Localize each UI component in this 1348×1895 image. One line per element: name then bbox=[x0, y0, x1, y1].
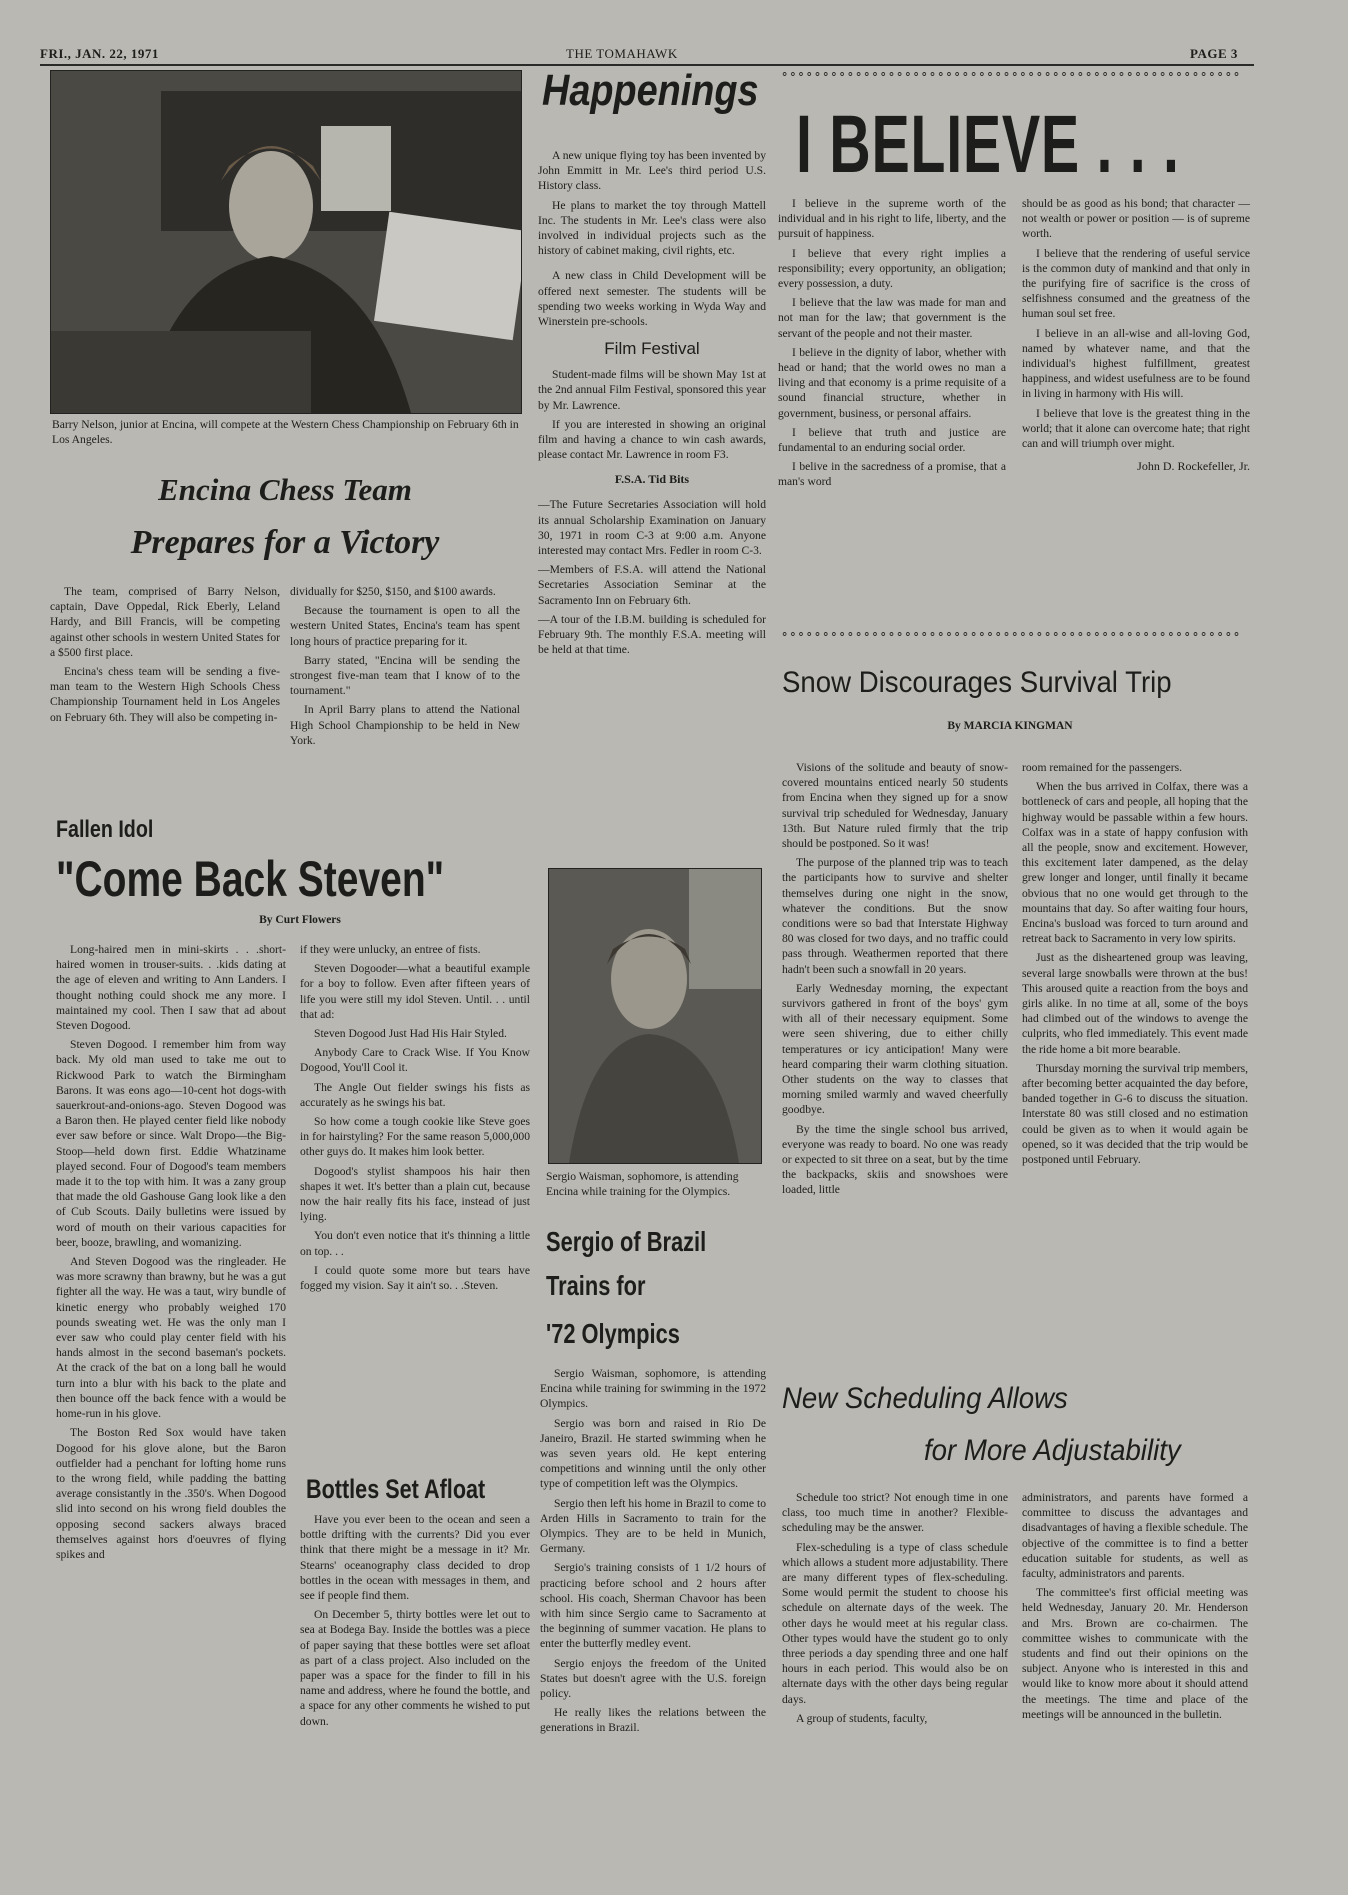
happenings-headline: Happenings bbox=[542, 66, 759, 115]
idol-paragraph: Long-haired men in mini-skirts . . .short-haired women in trouser-suits. . .kids dating at the age of eleven and writing to Ann Landers. I thought nothing could shock me any more. I maintained my cool. Then I saw that ad about Steven Dogood. bbox=[56, 943, 286, 1033]
bottles-paragraph: On December 5, thirty bottles were let out to sea at Bodega Bay. Inside the bottles was a piece of paper saying that these bottles were set afloat as part of a class project. Also included on the paper was a space for the finder to fill in his name and address, where he found the bottle, and a space for any other comments he wished to put down. bbox=[300, 1608, 530, 1728]
snow-headline: Snow Discourages Survival Trip bbox=[782, 666, 1172, 699]
chess-paragraph: Because the tournament is open to all the western United States, Encina's team has spent long hours of practice preparing for it. bbox=[290, 604, 520, 648]
film-paragraph: Student-made films will be shown May 1st at the 2nd annual Film Festival, sponsored this year by Mr. Lawrence. bbox=[538, 368, 766, 412]
sergio-headline-2: Trains for bbox=[546, 1270, 646, 1301]
idol-headline: "Come Back Steven" bbox=[56, 851, 445, 907]
snow-paragraph: Just as the disheartened group was leaving, several large snowballs were thrown at the bus! This aroused quite a reaction from the boys and girls alike. In no time at all, some of the boys had climbed out of the windows to avenge the culprits, who fled immediately. This event made the ride home a bit more bearable. bbox=[1022, 951, 1248, 1056]
chess-paragraph: In April Barry plans to attend the National High School Championship to be held in New York. bbox=[290, 703, 520, 747]
chess-photo-caption: Barry Nelson, junior at Encina, will compete at the Western Chess Championship on February 6th in Los Angeles. bbox=[52, 418, 519, 446]
sergio-paragraph: Sergio's training consists of 1 1/2 hours of practicing before school and 2 hours after school. His coach, Sherman Chavoor has been with him since Sergio came to Sacramento at the beginning of summer vacation. He plans to enter the butterfly medley event. bbox=[540, 1561, 766, 1651]
happenings-paragraph: He plans to market the toy through Mattell Inc. The students in Mr. Lee's class were also involved in individual projects such as the history of cabinet making, civil rights, etc. bbox=[538, 198, 766, 258]
believe-paragraph: I belive in the sacredness of a promise, that a man's word bbox=[778, 460, 1006, 489]
bottles-story bbox=[300, 1512, 530, 1733]
sergio-paragraph: Sergio enjoys the freedom of the United States but doesn't agree with the U.S. foreign policy. bbox=[540, 1656, 766, 1701]
issue-date: FRI., JAN. 22, 1971 bbox=[40, 46, 159, 61]
believe-col-a bbox=[778, 196, 1006, 494]
chess-headline-1: Encina Chess Team bbox=[158, 472, 412, 507]
snow-paragraph: When the bus arrived in Colfax, there was a bottleneck of cars and people, all hoping that the highway would be passable within a few hours. Colfax was in a state of happy confusion with all the people, snow and excitement. However, this excitement later dampened, as the delay grew longer and longer, until finally it became obvious that no one would get through to the mountains that day. So after waiting four hours, Encina's busload was forced to turn around and retreat back to Sacramento in very low spirits. bbox=[1022, 780, 1248, 946]
idol-paragraph: The Boston Red Sox would have taken Dogood for his glove alone, but the Baron outfielder had a penchant for lofting home runs to the wrong field, while padding the batting average consistantly in the .350's. When Dogood slid into second on his wrong field doubles the opposing second sackers always braced themselves against hors d'oeuvres of flying spikes and bbox=[56, 1426, 286, 1561]
chess-headline-2: Prepares for a Victory bbox=[130, 524, 440, 561]
snow-byline: By MARCIA KINGMAN bbox=[947, 720, 1073, 732]
sergio-headline-3: '72 Olympics bbox=[546, 1318, 680, 1349]
snow-paragraph: Visions of the solitude and beauty of snow-covered mountains enticed nearly 50 students from Encina when they signed up for a snow survival trip scheduled for Wednesday, January 13th. But Nature ruled firmly that the trip should be postponed. So it was! bbox=[782, 761, 1008, 851]
idol-paragraph: Steven Dogood. I remember him from way back. My old man used to take me out to Rickwood Park to watch the Birmingham Barons. It was eons ago—10-cent hot dogs-with sauerkrout-and-onions-ago. Steven Dogood was a Baron then. He played center field like nobody ever saw before or since. Walt Dropo—the Big-Stoop—held down first. Eddie Whatziname played second. Four of Dogood's team members made it to the top with him. It was a zany group that made the old Gashouse Gang look like a den of Cub Scouts. Daily bulletins were issued by word of mouth on their various capacities for beer, booze, brawling, and womanizing. bbox=[56, 1038, 286, 1249]
chess-paragraph: Barry stated, "Encina will be sending the strongest five-man team that I know of to the tournament." bbox=[290, 653, 520, 698]
sergio-paragraph: He really likes the relations between the generations in Brazil. bbox=[540, 1706, 766, 1735]
fsa-item: —Members of F.S.A. will attend the National Secretaries Association Seminar at the Sacramento Inn on February 6th. bbox=[538, 563, 766, 607]
snow-col-a bbox=[782, 760, 1008, 1202]
sergio-paragraph: Sergio Waisman, sophomore, is attending Encina while training for swimming in the 1972 Olympics. bbox=[540, 1367, 766, 1411]
chess-story-col-b bbox=[290, 584, 520, 752]
snow-paragraph: The purpose of the planned trip was to teach the participants how to survive and shelter themselves during one night in the snow, whatever the conditions. But the snow conditions were so bad that Interstate Highway 80 was closed for two days, and no traffic could pass through. Weathermen reported that there hadn't been such a snowfall in 20 years. bbox=[782, 856, 1008, 976]
chess-story-col-a bbox=[50, 584, 280, 729]
bottles-paragraph: Have you ever been to the ocean and seen a bottle drifting with the currents? Did you ever think that there might be a message in it? Mr. Stearns' oceanography class decided to drop bottles in the ocean with messages in them, and see if people find them. bbox=[300, 1513, 530, 1603]
fsa-heading: F.S.A. Tid Bits bbox=[614, 472, 690, 487]
sergio-paragraph: Sergio then left his home in Brazil to come to Arden Hills in Sacramento to train for the Olympics. They are to be held in Munich, Germany. bbox=[540, 1496, 766, 1556]
chess-paragraph: The team, comprised of Barry Nelson, captain, Dave Oppedal, Rick Eberly, Leland Hardy, and Bill Francis, will be competing against other schools in western United States for a $500 first place. bbox=[50, 585, 280, 659]
believe-col-b bbox=[1022, 196, 1250, 474]
believe-bottom-border: ⚬⚬⚬⚬⚬⚬⚬⚬⚬⚬⚬⚬⚬⚬⚬⚬⚬⚬⚬⚬⚬⚬⚬⚬⚬⚬⚬⚬⚬⚬⚬⚬⚬⚬⚬⚬⚬⚬⚬⚬⚬⚬⚬⚬⚬⚬⚬⚬⚬⚬⚬⚬⚬⚬⚬⚬ bbox=[780, 628, 1241, 641]
sergio-paragraph: Sergio was born and raised in Rio De Janeiro, Brazil. He started swimming when he was seven years old. He kept entering competitions and winning until the only other type of competition left was the Olympics. bbox=[540, 1416, 766, 1491]
scheduling-paragraph: A group of students, faculty, bbox=[796, 1711, 928, 1725]
snow-paragraph: room remained for the passengers. bbox=[1022, 761, 1183, 774]
snow-paragraph: Thursday morning the survival trip members, after becoming better acquainted the day before, banded together in G-6 to discuss the situation. Interstate 80 was still closed and no estimation could be given as to when it would again be opened, so it was decided that the trip would be postponed until February. bbox=[1022, 1061, 1248, 1167]
sergio-photo-caption: Sergio Waisman, sophomore, is attending Encina while training for the Olympics. bbox=[546, 1170, 739, 1198]
fsa-item: —A tour of the I.B.M. building is scheduled for February 9th. The monthly F.S.A. meeting will be held at that time. bbox=[538, 612, 766, 657]
snow-paragraph: By the time the single school bus arrived, everyone was ready to board. No one was ready or expected to sit three on a seat, but by the time the backpacks, skiis and snowshoes were loaded, little bbox=[782, 1122, 1008, 1197]
idol-story-col-a bbox=[56, 942, 286, 1566]
idol-paragraph: Steven Dogood Just Had His Hair Styled. bbox=[314, 1027, 507, 1041]
idol-kicker: Fallen Idol bbox=[56, 816, 154, 843]
idol-paragraph: And Steven Dogood was the ringleader. He was more scrawny than brawny, but he was a gut fighter all the way. He was a taut, wiry bundle of kinetic energy who probably weighed 170 pounds sweating wet. He was the only man I ever saw who could play center field with his hands almost in the second baseman's pockets. At the crack of the bat on a long ball he would turn into a blur with his back to the plate and then bounce off the back fence with a would be home-run in his glove. bbox=[56, 1255, 286, 1421]
sergio-story bbox=[540, 1366, 766, 1740]
believe-paragraph: I believe that truth and justice are fundamental to an enduring social order. bbox=[778, 425, 1006, 455]
chess-paragraph: Encina's chess team will be sending a five-man team to the Western High Schools Chess Championship Tournament held in Los Angeles on February 6th. They will also be competing in- bbox=[50, 665, 280, 724]
idol-paragraph: Dogood's stylist shampoos his hair then shapes it wet. It's better than a plain cut, because now the hair really fits his face, instead of just lying. bbox=[300, 1164, 530, 1224]
happenings-paragraph: A new unique flying toy has been invented by John Emmitt in Mr. Lee's third period U.S. History class. bbox=[538, 149, 766, 193]
snow-col-b bbox=[1022, 760, 1248, 1171]
idol-paragraph: if they were unlucky, an entree of fists. bbox=[300, 943, 481, 956]
sergio-photo bbox=[548, 868, 762, 1164]
fsa-item: —The Future Secretaries Association will hold its annual Scholarship Examination on January 30, 1971 in room C-3 at 9:00 a.m. Anyone interested may contact Mrs. Fedler in room C-3. bbox=[538, 498, 766, 558]
believe-top-border: ⚬⚬⚬⚬⚬⚬⚬⚬⚬⚬⚬⚬⚬⚬⚬⚬⚬⚬⚬⚬⚬⚬⚬⚬⚬⚬⚬⚬⚬⚬⚬⚬⚬⚬⚬⚬⚬⚬⚬⚬⚬⚬⚬⚬⚬⚬⚬⚬⚬⚬⚬⚬⚬⚬⚬⚬ bbox=[780, 68, 1241, 81]
believe-paragraph: I believe in the supreme worth of the individual and in his right to life, liberty, and the pursuit of happiness. bbox=[778, 197, 1006, 241]
idol-paragraph: Steven Dogooder—what a beautiful example for a boy to follow. Even after fifteen years of life you were still my idol Steven. Until. . . until that ad: bbox=[300, 962, 530, 1021]
scheduling-paragraph: The committee's first official meeting was held Wednesday, January 20. Mr. Henderson and Mrs. Brown are co-chairmen. The committee wishes to communicate with the students and find out their opinions on the subject. Anyone who is interested in this and would like to know more about it should attend the meetings. The time and place of the meetings will be announced in the bulletin. bbox=[1022, 1586, 1248, 1721]
happenings-paragraph: A new class in Child Development will be offered next semester. The students will be spending two weeks working in Wyda Way and Winerstein pre-schools. bbox=[538, 269, 766, 329]
idol-paragraph: The Angle Out fielder swings his fists as accurately as he swings his bat. bbox=[300, 1080, 530, 1109]
believe-paragraph: I believe in the dignity of labor, whether with head or hand; that the world owes no man a living and that economy is a prime requisite of a sound financial structure, whether in government, business, or personal affairs. bbox=[778, 345, 1006, 420]
idol-paragraph: Anybody Care to Crack Wise. If You Know Dogood, You'll Cool it. bbox=[300, 1046, 530, 1075]
page-number: PAGE 3 bbox=[1190, 46, 1238, 61]
chess-photo-illustration bbox=[51, 71, 521, 413]
sergio-photo-illustration bbox=[549, 869, 761, 1163]
scheduling-col-b bbox=[1022, 1490, 1248, 1726]
idol-paragraph: You don't even notice that it's thinning a little on top. . . bbox=[300, 1229, 530, 1258]
paper-name: THE TOMAHAWK bbox=[566, 46, 678, 61]
scheduling-paragraph: administrators, and parents have formed a committee to discuss the advantages and disadvantages of having a flexible schedule. The objective of the committee is to find a better education suitable for students, as well as faculty, administrators and parents. bbox=[1022, 1491, 1248, 1581]
believe-paragraph: I believe that love is the greatest thing in the world; that it alone can overcome hate; that right can and will triumph over might. bbox=[1022, 406, 1250, 451]
believe-paragraph: should be as good as his bond; that character — not wealth or power or position — is of supreme worth. bbox=[1022, 197, 1250, 241]
scheduling-headline-2: for More Adjustability bbox=[924, 1434, 1181, 1467]
idol-paragraph: So how come a tough cookie like Steve goes in for hairstyling? For the same reason 5,000,000 other guys do. It makes him look better. bbox=[300, 1115, 530, 1159]
idol-paragraph: I could quote some more but tears have fogged my vision. Say it ain't so. . .Steven. bbox=[300, 1263, 530, 1293]
film-festival-heading: Film Festival bbox=[604, 339, 700, 359]
happenings-story bbox=[538, 148, 766, 661]
scheduling-col-a bbox=[782, 1490, 1008, 1730]
chess-player-photo bbox=[50, 70, 522, 414]
chess-paragraph: dividually for $250, $150, and $100 awards. bbox=[290, 585, 496, 598]
believe-headline: I BELIEVE . . . bbox=[796, 99, 1180, 190]
scheduling-paragraph: Schedule too strict? Not enough time in one class, too much time in another? Flexible-scheduling may be the answer. bbox=[782, 1491, 1008, 1535]
idol-byline: By Curt Flowers bbox=[259, 914, 341, 926]
bottles-headline: Bottles Set Afloat bbox=[306, 1474, 486, 1504]
idol-story-col-b bbox=[300, 942, 530, 1297]
believe-paragraph: I believe that the rendering of useful service is the common duty of mankind and that only in the purifying fire of sacrifice is the cross of selfishness consumed and the greatness of the human soul set free. bbox=[1022, 246, 1250, 321]
believe-paragraph: I believe that every right implies a responsibility; every opportunity, an obligation; every possession, a duty. bbox=[778, 246, 1006, 291]
scheduling-headline-1: New Scheduling Allows bbox=[782, 1382, 1068, 1415]
snow-paragraph: Early Wednesday morning, the expectant survivors gathered in front of the boys' gym with all of their necessary equipment. Some were seen shivering, due to either chilly temperatures or icy anticipation! Many were heard comparing their warm clothing situation. Other students on the way to classes that morning smiled warmly and waved cheerfully goodbye. bbox=[782, 981, 1008, 1117]
film-paragraph: If you are interested in showing an original film and having a chance to win cash awards, please contact Mr. Lawrence in room F3. bbox=[538, 417, 766, 462]
believe-paragraph: I believe that the law was made for man and not man for the law; that government is the servant of the people and not their master. bbox=[778, 296, 1006, 340]
believe-paragraph: I believe in an all-wise and all-loving God, named by whatever name, and that the individual's highest fulfillment, greatest happiness, and widest usefulness are to be found in living in harmony with His will. bbox=[1022, 326, 1250, 401]
sergio-headline-1: Sergio of Brazil bbox=[546, 1226, 707, 1257]
scheduling-paragraph: Flex-scheduling is a type of class schedule which allows a student more adjustability. There are many different types of flex-scheduling. Some would permit the student to choose his schedule on alternate days of the week. The other days he would meet at his regular class. Other types would have the student go to only three periods a day spending three and one half hours in each period. This would also be on alternate days with the other days being regular days. bbox=[782, 1540, 1008, 1706]
believe-signature: John D. Rockefeller, Jr. bbox=[1137, 459, 1250, 474]
